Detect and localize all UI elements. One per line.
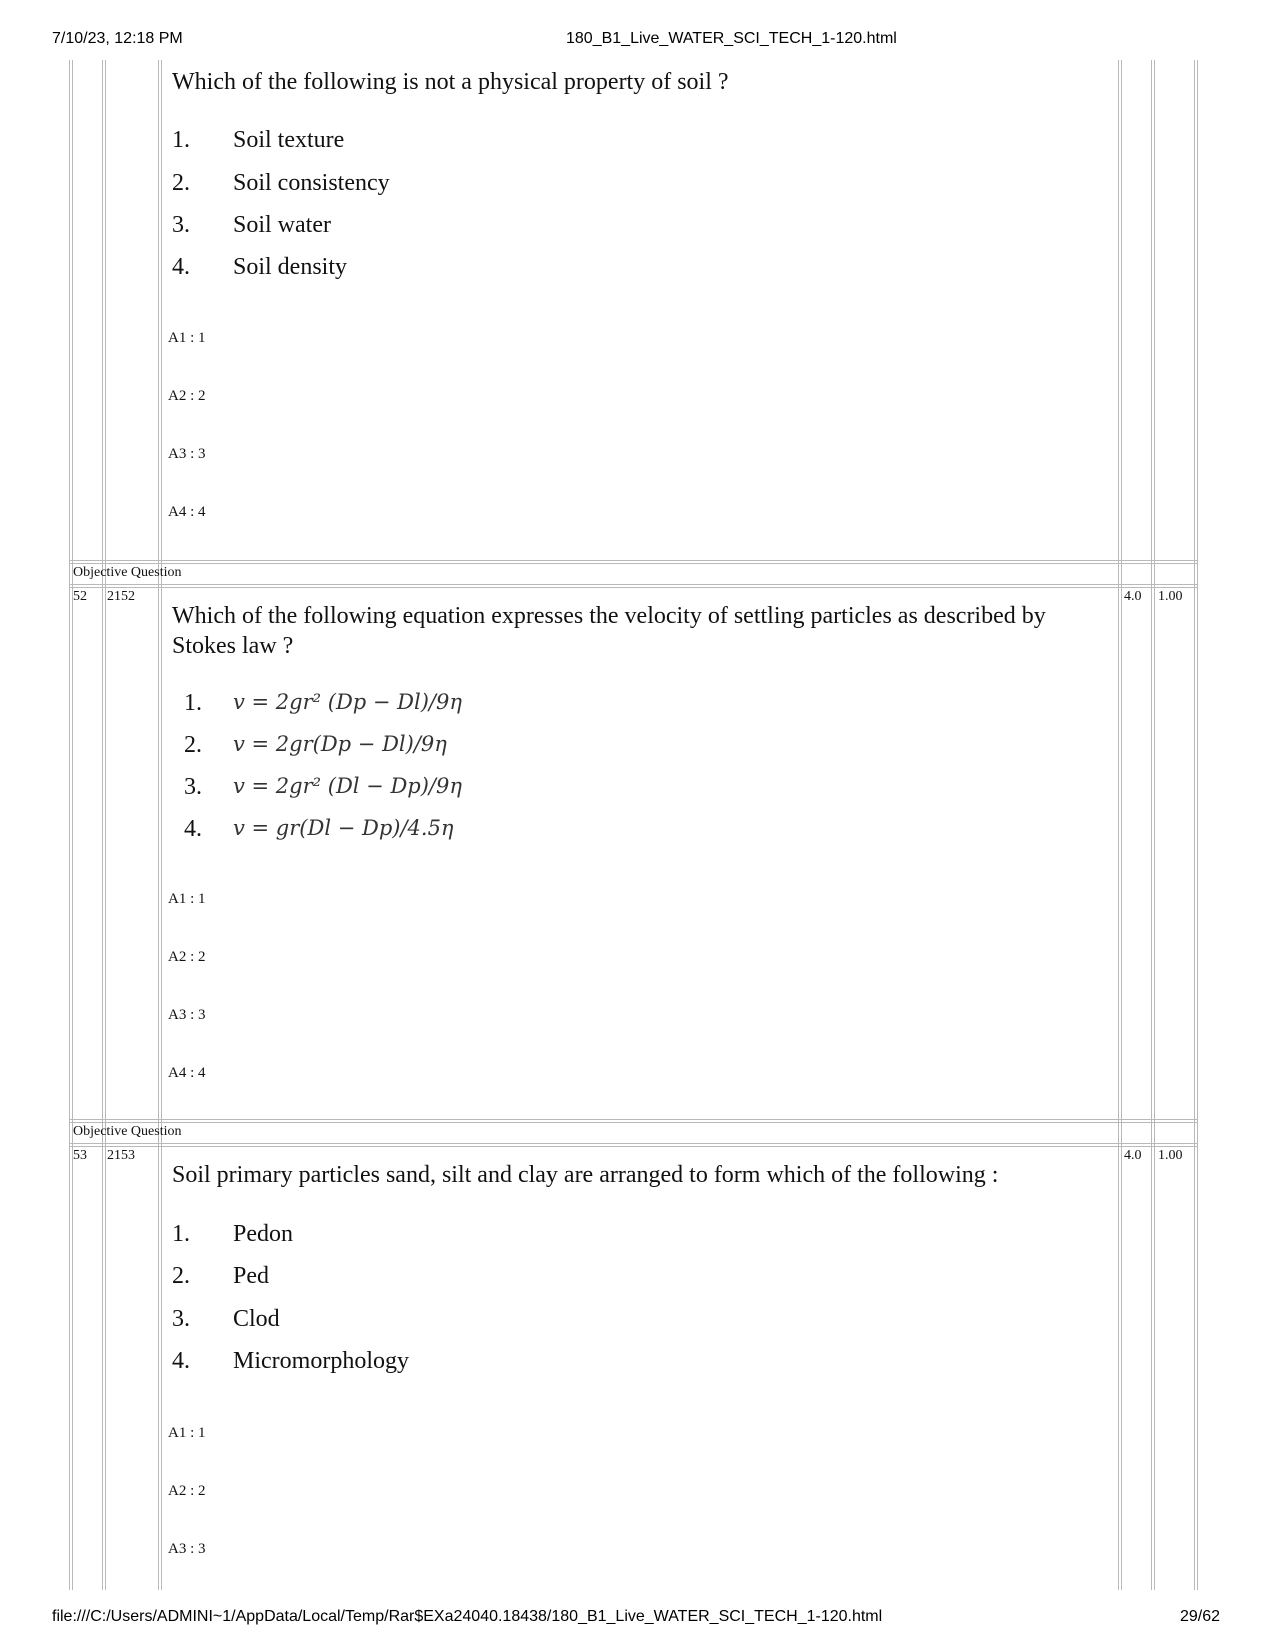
question-text: Which of the following equation expresses the velocity of settling particles as described by Stokes law ? — [172, 603, 1046, 659]
option-number: 4. — [172, 254, 190, 280]
option-text: Clod — [233, 1306, 280, 1332]
answer-label: A4 : 4 — [168, 504, 206, 520]
option-text: Micromorphology — [233, 1348, 409, 1374]
answer-label: A3 : 3 — [168, 1007, 206, 1023]
option-number: 3. — [184, 774, 202, 800]
question-text: Soil primary particles sand, silt and clay are arranged to form which of the following : — [172, 1162, 999, 1188]
answer-label: A1 : 1 — [168, 330, 206, 346]
negative-marks: 1.00 — [1158, 589, 1183, 604]
marks: 4.0 — [1124, 1148, 1142, 1163]
question-text: Which of the following is not a physical property of soil ? — [172, 69, 729, 95]
question-id: 2153 — [107, 1148, 135, 1163]
option-equation: v = 2gr² (Dl − Dp)/9η — [233, 774, 462, 798]
question-type-label: Objective Question — [73, 1124, 182, 1139]
answer-label: A1 : 1 — [168, 891, 206, 907]
option-equation: v = 2gr(Dp − Dl)/9η — [233, 732, 447, 756]
option-equation: v = 2gr² (Dp − Dl)/9η — [233, 690, 462, 714]
option-number: 1. — [172, 1221, 190, 1247]
negative-marks: 1.00 — [1158, 1148, 1183, 1163]
document-title: 180_B1_Live_WATER_SCI_TECH_1-120.html — [566, 30, 897, 47]
print-datetime: 7/10/23, 12:18 PM — [52, 30, 183, 47]
answer-label: A2 : 2 — [168, 1483, 206, 1499]
answer-label: A2 : 2 — [168, 388, 206, 404]
option-text: Soil consistency — [233, 170, 390, 196]
option-number: 4. — [172, 1348, 190, 1374]
option-text: Soil water — [233, 212, 331, 238]
option-text: Soil texture — [233, 127, 345, 153]
answer-label: A1 : 1 — [168, 1425, 206, 1441]
answer-label: A2 : 2 — [168, 949, 206, 965]
serial-number: 52 — [73, 589, 87, 604]
option-equation: v = gr(Dl − Dp)/4.5η — [233, 816, 454, 840]
option-number: 1. — [184, 690, 202, 716]
answer-label: A3 : 3 — [168, 1541, 206, 1557]
serial-number: 53 — [73, 1148, 87, 1163]
question-id: 2152 — [107, 589, 135, 604]
file-path: file:///C:/Users/ADMINI~1/AppData/Local/Temp/Rar$EXa24040.18438/180_B1_Live_WATER_SCI_TECH_1-120.html — [52, 1608, 883, 1625]
option-text: Soil density — [233, 254, 348, 280]
option-text: Ped — [233, 1263, 269, 1289]
marks: 4.0 — [1124, 589, 1142, 604]
option-number: 4. — [184, 816, 202, 842]
answer-label: A4 : 4 — [168, 1065, 206, 1081]
option-number: 2. — [172, 1263, 190, 1289]
option-number: 3. — [172, 212, 190, 238]
option-text: Pedon — [233, 1221, 293, 1247]
answer-label: A3 : 3 — [168, 446, 206, 462]
option-number: 2. — [184, 732, 202, 758]
page-number: 29/62 — [1180, 1608, 1221, 1625]
question-type-label: Objective Question — [73, 565, 182, 580]
option-number: 3. — [172, 1306, 190, 1332]
option-number: 1. — [172, 127, 190, 153]
option-number: 2. — [172, 170, 190, 196]
